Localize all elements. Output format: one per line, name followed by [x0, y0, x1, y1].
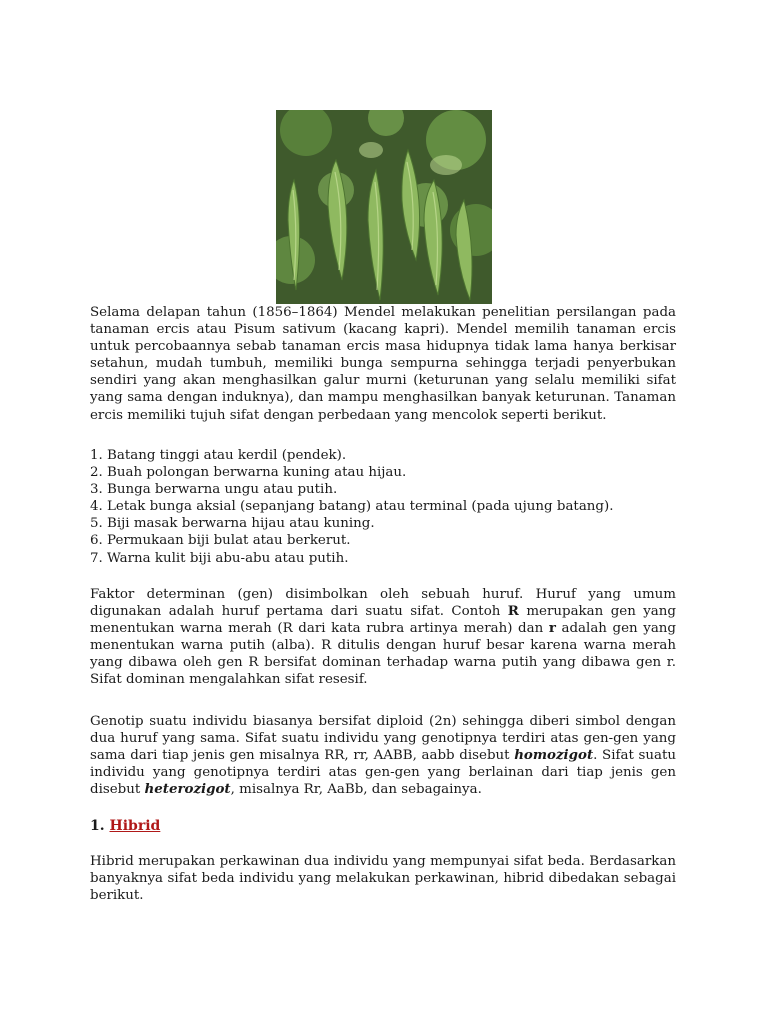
gene-r-symbol: r	[548, 620, 556, 637]
trait-list	[90, 447, 676, 567]
text-run: . Sifat suatu individu yang genotipnya terdiri atas gen-gen yang berlainan dari tiap jenis gen disebut	[90, 748, 676, 798]
pea-plant-illustration	[276, 110, 492, 304]
list-item: 7. Warna kulit biji abu-abu atau putih.	[90, 550, 349, 566]
gene-R-symbol: R	[507, 603, 519, 620]
text-run: , misalnya Rr, AaBb, dan sebagainya.	[230, 782, 482, 798]
text-run: Genotip suatu individu biasanya bersifat diploid (2n) sehingga diberi simbol dengan dua huruf yang sama. Sifat suatu individu yang genotipnya terdiri atas gen-gen yang sama dari tiap jenis gen misalnya RR, rr, AABB, aabb disebut	[90, 714, 676, 764]
list-item: 5. Biji masak berwarna hijau atau kuning.	[90, 516, 375, 532]
text-run: Faktor determinan (gen) disimbolkan oleh sebuah huruf. Huruf yang umum digunakan adalah huruf pertama dari suatu sifat. Contoh	[90, 587, 676, 620]
section-heading-hibrid	[90, 818, 160, 834]
list-item: 1. Batang tinggi atau kerdil (pendek).	[90, 448, 347, 463]
hibrid-paragraph: Hibrid merupakan perkawinan dua individu yang mempunyai sifat beda. Berdasarkan banyaknya sifat beda individu yang melakukan perkawinan, hibrid dibedakan sebagai berikut.	[90, 854, 676, 904]
heterozigot-term: heterozigot	[144, 781, 231, 798]
genotype-paragraph	[90, 713, 676, 798]
list-item: 3. Bunga berwarna ungu atau putih.	[90, 482, 338, 498]
pea-plant-photo	[276, 110, 492, 304]
list-item: 2. Buah polongan berwarna kuning atau hijau.	[90, 465, 407, 481]
list-item: 6. Permukaan biji bulat atau berkerut.	[90, 533, 351, 549]
section-number: 1.	[90, 818, 105, 834]
homozigot-term: homozigot	[514, 747, 594, 764]
text-run: adalah gen yang menentukan warna putih (alba). R ditulis dengan huruf besar karena warna merah yang dibawa oleh gen R bersifat dominan terhadap warna putih yang dibawa gen r. Sifat dominan mengalahkan sifat resesif.	[90, 621, 676, 688]
text-run: merupakan gen yang menentukan warna merah (R dari kata rubra artinya merah) dan	[90, 604, 676, 637]
intro-paragraph: Selama delapan tahun (1856–1864) Mendel melakukan penelitian persilangan pada tanaman ercis atau Pisum sativum (kacang kapri). Mendel memilih tanaman ercis untuk percobaannya sebab tanaman ercis masa hidupnya tidak lama hanya berkisar setahun, mudah tumbuh, memiliki bunga sempurna sehingga terjadi penyerbukan sendiri yang akan menghasilkan galur murni (keturunan yang selalu memiliki sifat yang sama dengan induknya), dan mampu menghasilkan banyak keturunan. Tanaman ercis memiliki tujuh sifat dengan perbedaan yang mencolok seperti berikut.	[90, 305, 676, 423]
hibrid-link[interactable]: Hibrid	[109, 818, 161, 834]
list-item: 4. Letak bunga aksial (sepanjang batang) atau terminal (pada ujung batang).	[90, 499, 614, 515]
gene-symbol-paragraph	[90, 586, 676, 689]
